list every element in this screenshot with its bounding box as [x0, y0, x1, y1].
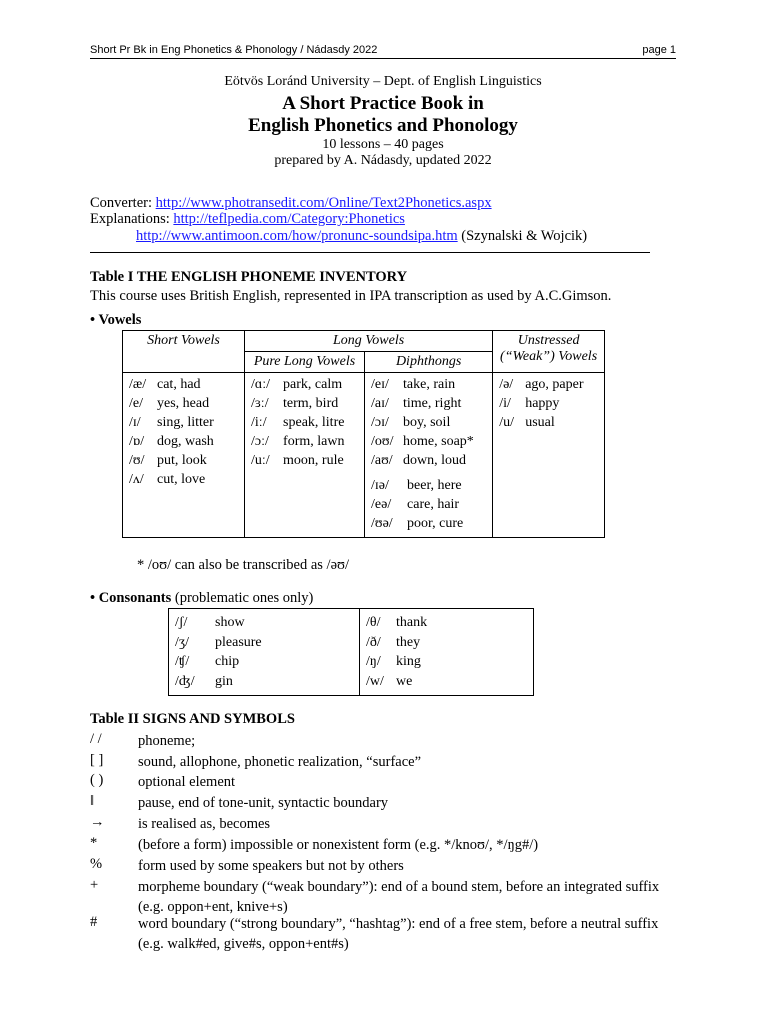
vowel-entry: /ə/ ago, paper [499, 377, 584, 392]
vowel-entry: /ʊ/ put, look [129, 453, 207, 468]
vowel-entry: /ɜː/ term, bird [251, 396, 339, 411]
page-number: page 1 [642, 44, 676, 56]
symbol: [ ] [90, 752, 104, 768]
vowel-entry: /aɪ/ time, right [371, 396, 462, 411]
title-line-2: English Phonetics and Phonology [248, 115, 518, 136]
symbol-description: phoneme; [138, 733, 196, 749]
antimoon-link[interactable]: http://www.antimoon.com/how/pronunc-soundsipa.htm [136, 228, 458, 244]
vowel-table [122, 330, 605, 538]
symbol: → [90, 814, 105, 830]
diphthongs-cell [365, 373, 493, 538]
vowel-entry: /eɪ/ take, rain [371, 377, 456, 392]
header-long-vowels: Long Vowels [245, 331, 493, 352]
explanations-line [90, 211, 405, 228]
symbol-description: sound, allophone, phonetic realization, “surface” [138, 754, 422, 770]
symbol-description: (before a form) impossible or nonexistent form (e.g. */knoʊ/, */ŋg#/) [138, 837, 539, 853]
teflpedia-link[interactable]: http://teflpedia.com/Category:Phonetics [173, 211, 405, 227]
consonant-entry: /ʤ/ gin [175, 673, 233, 689]
vowel-entry: /i/ happy [499, 396, 560, 411]
subtitle: 10 lessons – 40 pages [322, 137, 444, 152]
prepared-by: prepared by A. Nádasdy, updated 2022 [274, 153, 492, 168]
symbol-description: optional element [138, 774, 236, 790]
vowel-entry: /oʊ/ home, soap* [371, 434, 474, 449]
vowel-entry: /ʌ/ cut, love [129, 472, 206, 487]
table1-intro: This course uses British English, represented in IPA transcription as used by A.C.Gimson. [90, 288, 612, 304]
consonant-entry: /θ/ thank [366, 615, 428, 630]
running-header [90, 42, 676, 59]
symbol: * [90, 835, 98, 851]
vowel-entry: /ɒ/ dog, wash [129, 434, 214, 449]
institution: Eötvös Loránd University – Dept. of English Linguistics [224, 74, 542, 89]
consonants-label: • Consonants [90, 590, 172, 606]
vowel-footnote: * /oʊ/ can also be transcribed as /əʊ/ [137, 557, 349, 573]
consonant-entry: /w/ we [366, 673, 413, 689]
vowel-entry: /ɪə/ beer, here [371, 478, 462, 493]
symbol: / / [90, 731, 102, 747]
weak-vowels-cell [493, 373, 605, 538]
vowel-entry: /iː/ speak, litre [251, 415, 345, 430]
consonants-right-cell [360, 609, 534, 696]
consonant-entry: /ð/ they [366, 634, 421, 650]
consonants-note: (problematic ones only) [171, 590, 314, 606]
consonant-entry: /ŋ/ king [366, 654, 421, 669]
antimoon-note: (Szynalski & Wojcik) [457, 228, 588, 244]
explanations-label: Explanations: [90, 211, 174, 227]
header-left: Short Pr Bk in Eng Phonetics & Phonology / Nádasdy 2022 [90, 44, 378, 56]
symbol-description: word boundary (“strong boundary”, “hashtag”): end of a free stem, before a neutral suffix (e.g. walk#ed, give#s, oppon+ent#s) [138, 916, 659, 952]
vowel-entry: /aʊ/ down, loud [371, 453, 467, 468]
header-diphthongs: Diphthongs [365, 352, 493, 373]
vowel-entry: /æ/ cat, had [129, 377, 201, 392]
consonants-line [90, 590, 313, 607]
symbol: # [90, 914, 98, 930]
antimoon-line [136, 228, 587, 245]
divider [90, 252, 650, 253]
pure-long-cell [245, 373, 365, 538]
consonants-left-cell [169, 609, 360, 696]
vowel-entry: /ɔː/ form, lawn [251, 434, 345, 449]
converter-label: Converter: [90, 195, 156, 211]
table2-heading: Table II SIGNS AND SYMBOLS [90, 711, 295, 727]
short-vowels-cell [123, 373, 245, 538]
table1-heading: Table I THE ENGLISH PHONEME INVENTORY [90, 269, 408, 285]
symbol: ( ) [90, 772, 104, 788]
title-line-1: A Short Practice Book in [282, 93, 484, 114]
consonant-table [168, 608, 534, 696]
vowel-entry: /uː/ moon, rule [251, 453, 344, 468]
symbol: + [90, 877, 99, 893]
converter-line [90, 195, 492, 212]
vowel-entry: /ɪ/ sing, litter [129, 415, 214, 430]
symbol-description: is realised as, becomes [138, 816, 271, 832]
vowel-entry: /ɑː/ park, calm [251, 377, 343, 392]
vowel-entry: /ʊə/ poor, cure [371, 516, 464, 531]
header-short-vowels: Short Vowels [123, 331, 245, 373]
consonant-entry: /ʧ/ chip [175, 654, 240, 669]
header-unstressed: Unstressed (“Weak”) Vowels [493, 331, 605, 373]
vowels-label: • Vowels [90, 312, 142, 328]
symbol: ‖ [90, 793, 95, 809]
converter-link[interactable]: http://www.photransedit.com/Online/Text2Phonetics.aspx [155, 195, 492, 211]
symbol: % [90, 856, 103, 872]
consonant-entry: /ʃ/ show [175, 615, 245, 630]
vowel-entry: /ɔɪ/ boy, soil [371, 415, 451, 430]
symbol-description: form used by some speakers but not by others [138, 858, 404, 874]
symbol-description: pause, end of tone-unit, syntactic boundary [138, 795, 389, 811]
vowel-entry: /u/ usual [499, 415, 555, 430]
vowel-entry: /eə/ care, hair [371, 497, 460, 512]
symbol-description: morpheme boundary (“weak boundary”): end of a bound stem, before an integrated suffix (e.g. oppon+ent, knive+s) [138, 879, 660, 915]
vowel-entry: /e/ yes, head [129, 396, 210, 411]
header-pure-long: Pure Long Vowels [245, 352, 365, 373]
consonant-entry: /ʒ/ pleasure [175, 634, 262, 650]
